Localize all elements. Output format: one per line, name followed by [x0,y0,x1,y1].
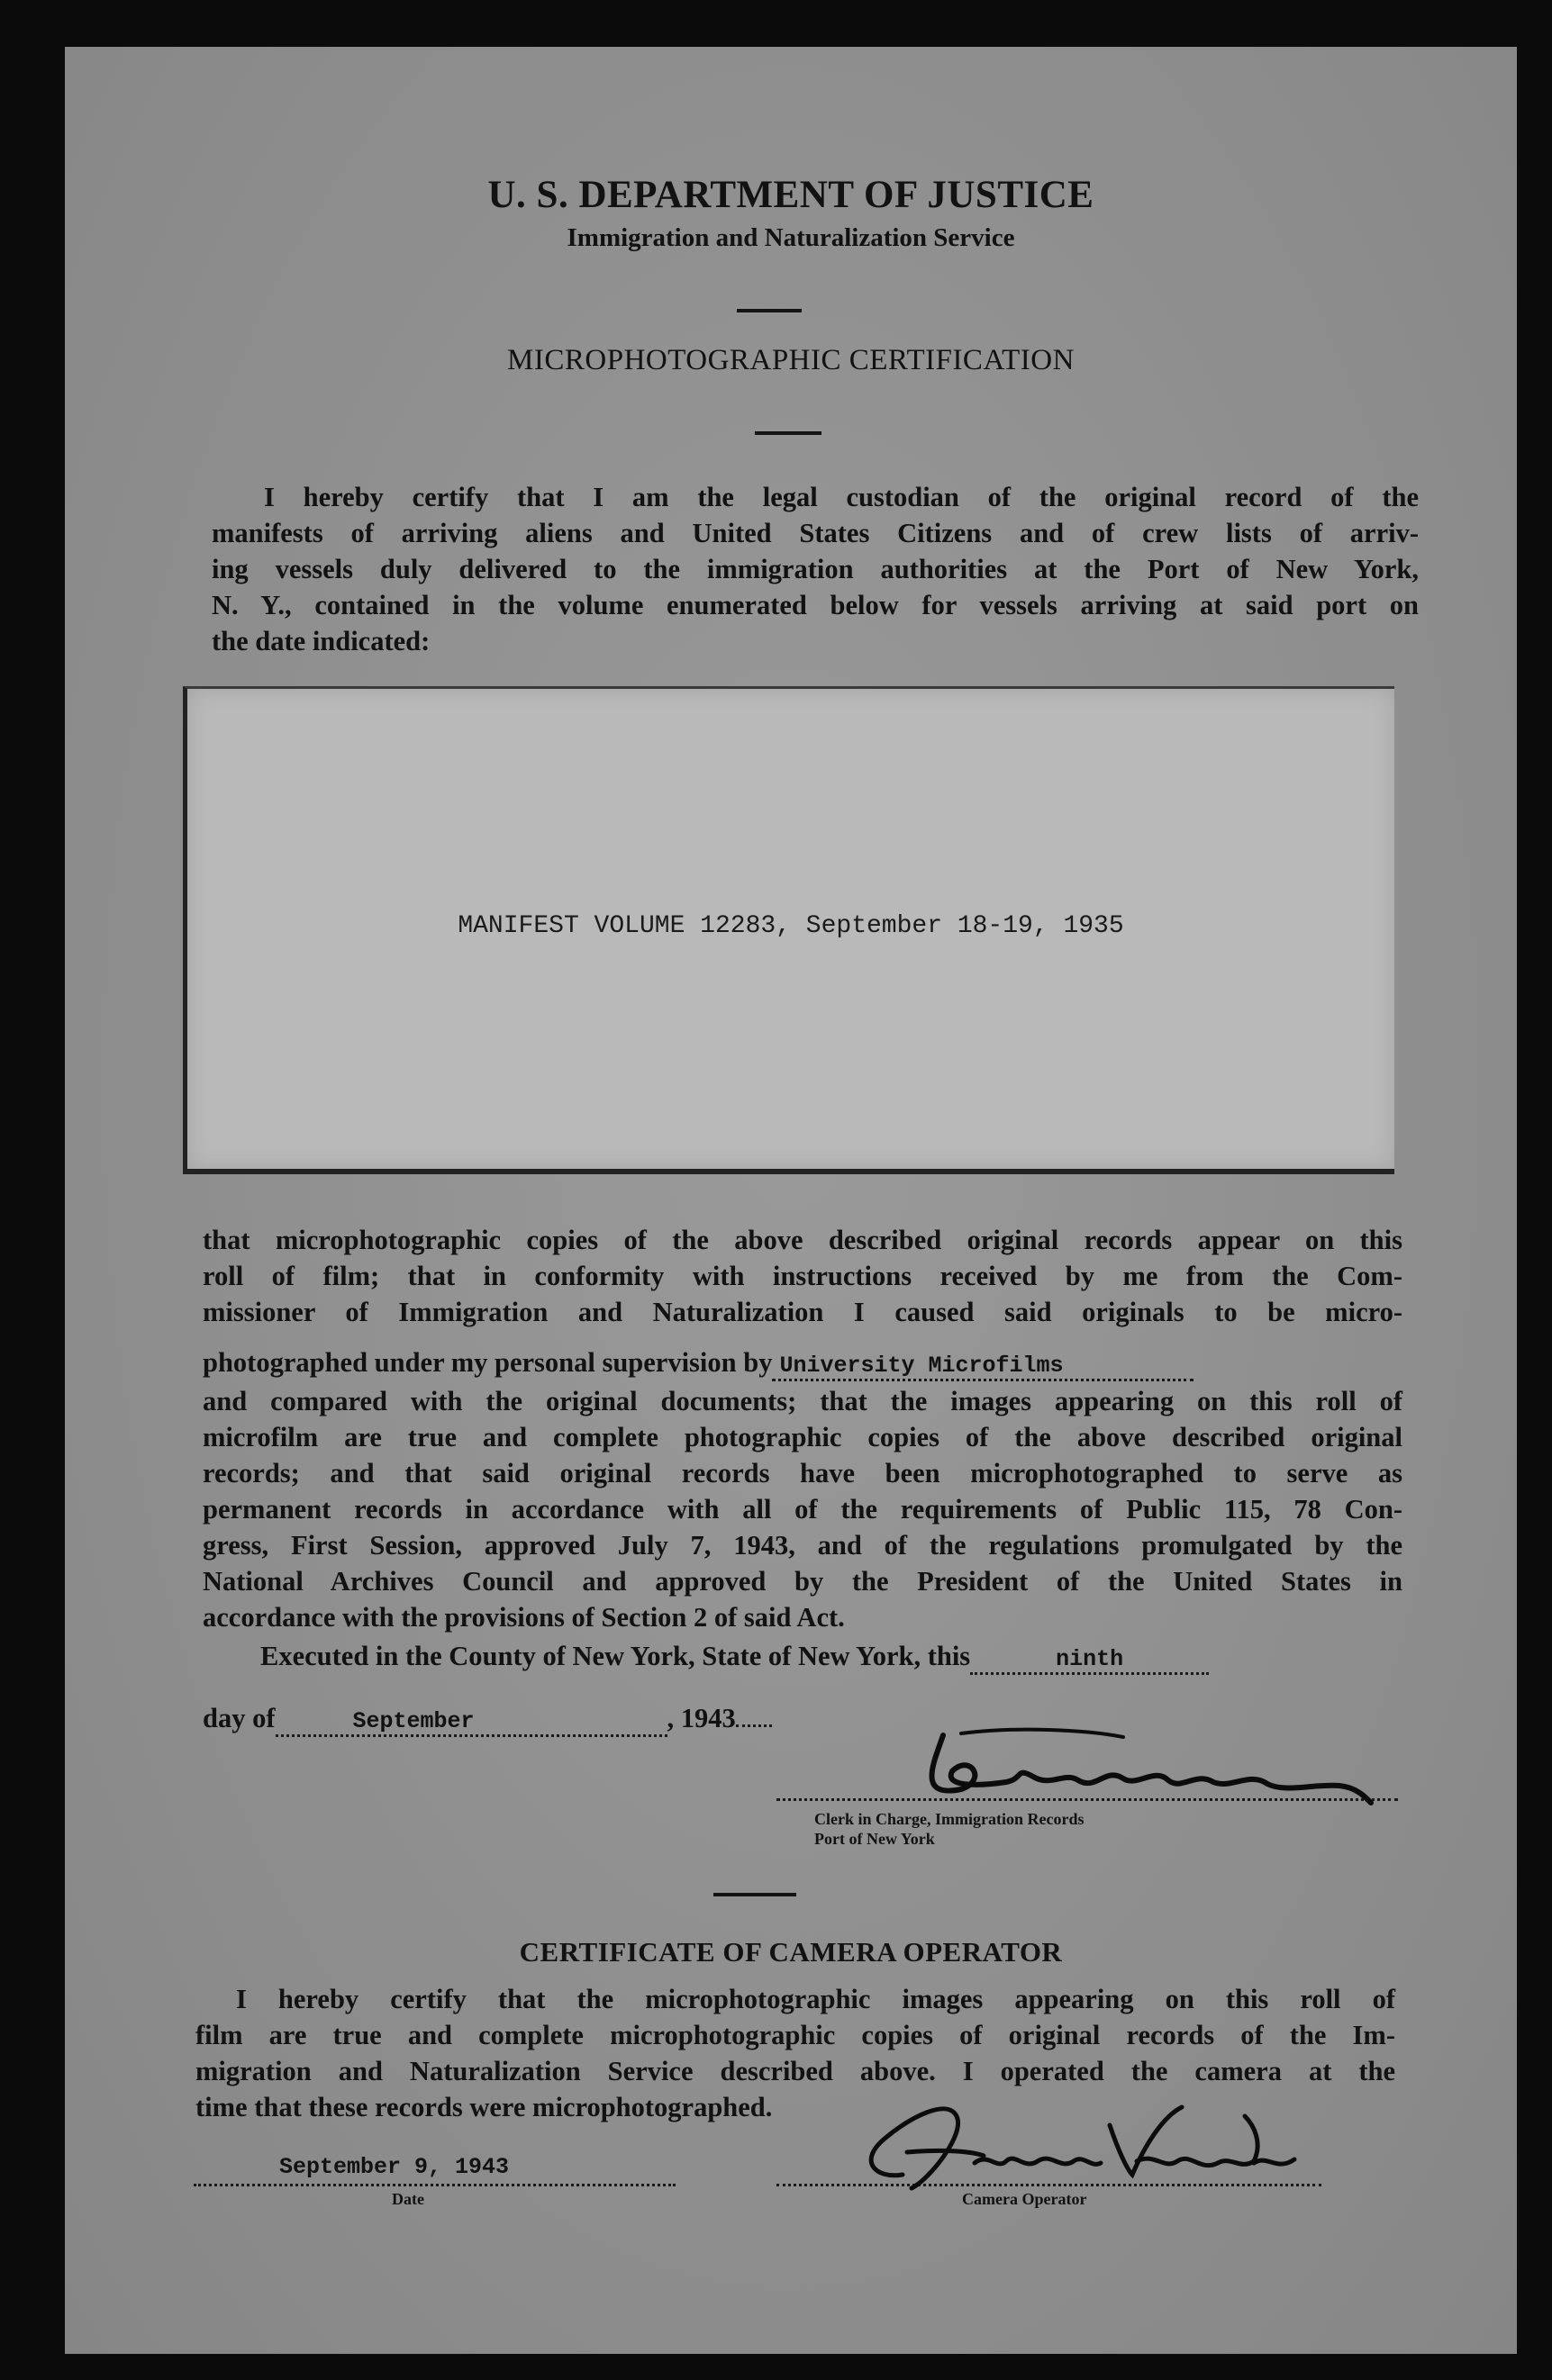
clerk-title-line1: Clerk in Charge, Immigration Records [814,1810,1085,1828]
operator-signature-icon [821,2089,1308,2197]
supervision-line [203,1347,1402,1381]
supervision-field [772,1347,1193,1381]
text-line: records; and that said original records have been microphotographed to serve as [203,1458,1402,1489]
body-paragraph-a [203,1222,1402,1330]
body-paragraph-b [203,1383,1402,1635]
text-line: permanent records in accordance with all of the requirements of Public 115, 78 Con- [203,1494,1402,1525]
camera-operator-label: Camera Operator [962,2190,1087,2208]
manifest-volume-box [183,686,1394,1174]
text-line: manifests of arriving aliens and United States Citizens and of crew lists of arriv- [212,518,1419,548]
divider [713,1893,796,1896]
text-line: I hereby certify that I am the legal custodian of the original record of the [264,482,1419,512]
intro-paragraph [212,479,1419,659]
manifest-volume-text: MANIFEST VOLUME 12283, September 18-19, 1935 [458,912,1124,940]
day-field [970,1641,1209,1675]
month-field [276,1703,667,1737]
month-value: September [352,1708,475,1734]
text-line: ing vessels duly delivered to the immigration authorities at the Port of New York, [212,554,1419,584]
certification-title: MICROPHOTOGRAPHIC CERTIFICATION [507,344,1075,376]
clerk-signature-icon [907,1717,1375,1816]
text-line: National Archives Council and approved by the President of the United States in [203,1566,1402,1597]
text-line: accordance with the provisions of Section 2 of said Act. [203,1602,845,1633]
date-line [203,1703,772,1737]
certificate-sheet [65,47,1517,2354]
text-line: and compared with the original documents; that the images appearing on this roll of [203,1386,1402,1416]
text-line: time that these records were microphotographed. [195,2092,773,2122]
divider [755,431,821,435]
year-dots [736,1724,772,1727]
text-line: film are true and complete microphotographic copies of original records of the Im- [195,2020,1395,2050]
execution-line [260,1641,1209,1675]
text-line: that microphotographic copies of the above described original records appear on this [203,1225,1402,1255]
day-value: ninth [1056,1646,1124,1672]
text-line: microfilm are true and complete photographic copies of the above described original [203,1422,1402,1452]
date-signature-line [194,2183,676,2186]
text-line: the date indicated: [212,626,431,656]
supervision-value: University Microfilms [779,1353,1064,1379]
department-title: U. S. DEPARTMENT OF JUSTICE [487,174,1094,216]
text-line: gress, First Session, approved July 7, 1943, and of the regulations promulgated by the [203,1530,1402,1561]
camera-date-label: Date [392,2190,424,2208]
text-line: roll of film; that in conformity with instructions received by me from the Com- [203,1261,1402,1291]
text-line: migration and Naturalization Service described above. I operated the camera at the [195,2056,1395,2086]
text-line: I hereby certify that the microphotographic images appearing on this roll of [236,1984,1395,2014]
camera-date-value: September 9, 1943 [279,2154,510,2180]
clerk-title-line2: Port of New York [814,1830,935,1848]
text-line: missioner of Immigration and Naturalization I caused said originals to be micro- [203,1297,1402,1327]
text-line: N. Y., contained in the volume enumerated below for vessels arriving at said port on [212,590,1419,620]
year-value: , 1943 [667,1703,736,1733]
divider [737,309,802,312]
service-subtitle: Immigration and Naturalization Service [567,223,1015,252]
day-of-label: day of [203,1703,276,1733]
execution-prefix: Executed in the County of New York, State of New York, this [260,1641,971,1671]
camera-certificate-title: CERTIFICATE OF CAMERA OPERATOR [519,1936,1063,1968]
supervision-prefix: photographed under my personal supervision by [203,1347,773,1378]
